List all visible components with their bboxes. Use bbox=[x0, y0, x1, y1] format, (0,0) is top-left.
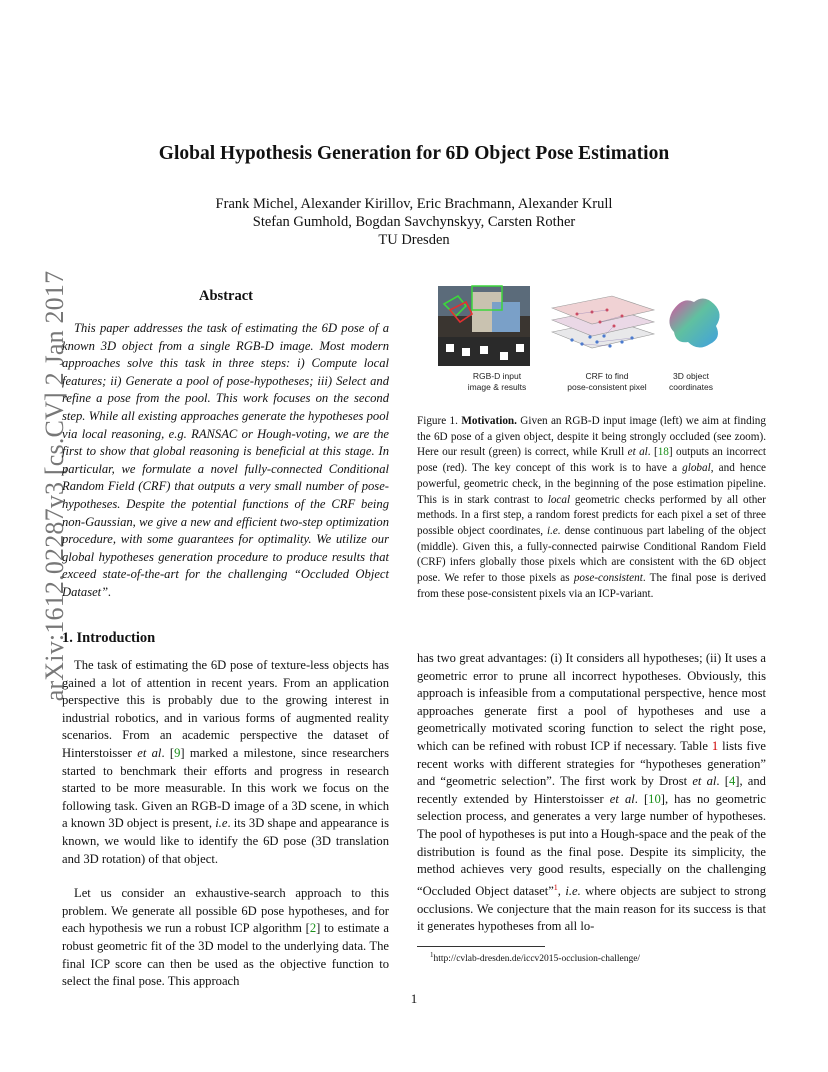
footnote-reference-link[interactable]: 1 bbox=[553, 882, 558, 892]
footnote-divider bbox=[417, 946, 545, 947]
object-coordinates-render bbox=[669, 298, 719, 347]
footnote: $^1$http://cvlab-dresden.de/iccv2015-occlusion-challenge/ bbox=[430, 951, 641, 965]
figure-label-input: RGB-D input image & results bbox=[467, 371, 527, 392]
affiliation: TU Dresden bbox=[378, 232, 450, 248]
introduction-right-column bbox=[417, 650, 766, 936]
intro-paragraph-3: has two great advantages: (i) It considers all hypotheses; (ii) It uses a geometric error to prune all incorrect hypotheses. Obviously, this approach is infeasible from a computational perspective, hence most approaches generate first a pool of hypotheses and use a geometrically motivated scoring function to select the right pose, which can be refined with robust ICP if necessary. Table 1 lists five recent works with different strategies for “hypotheses generation” and “geometric selection”. The first work by Drost et al. [4], and recently extended by Hinterstoisser et al. [10], has no geometric selection process, and generates a very large number of hypotheses. The pool of hypotheses is put into a Hough-space and the peak of the distribution is found as the final pose. Despite its simplicity, the method achieves very good results, especially on the challenging “Occluded Object dataset”$^1$, i.e. where objects are subject to strong occlusions. We conjecture that the main reason for its success is that it generates hypotheses from all lo- bbox=[417, 651, 766, 934]
table-reference-link[interactable]: 1 bbox=[711, 738, 719, 753]
footnote-url[interactable]: http://cvlab-dresden.de/iccv2015-occlusion-challenge/ bbox=[433, 954, 641, 965]
figure-1-caption: Figure 1. Motivation. Given an RGB-D input image (left) we aim at finding the 6D pose of a given object, despite it being strongly occluded (see zoom). Here our result (green) is correct, while Krull et al. [18] outputs an incorrect pose (red). The key concept of this work is to have a global, and hence powerful, geometric check, in the beginning of the pose estimation pipeline. This is in stark contrast to local geometric checks performed by all other methods. In a first step, a random forest predicts for each pixel a set of three possible object coordinates, i.e. dense continuous part labeling of the object (middle). Given this, a fully-connected pairwise Conditional Random Field (CRF) infers globally those pixels which are consistent with the 6D object pose. We refer to those pixels as pose-consistent. The final pose is derived from these pose-consistent pixels via an ICP-variant. bbox=[417, 415, 767, 600]
abstract-heading: Abstract bbox=[199, 288, 253, 304]
authors-line-1: Frank Michel, Alexander Kirillov, Eric Brachmann, Alexander Krull bbox=[215, 196, 613, 212]
citation-link[interactable]: 4 bbox=[728, 774, 736, 789]
figure-1-illustration bbox=[432, 282, 732, 372]
intro-paragraph-2: Let us consider an exhaustive-search approach to this problem. We generate all possible 6D pose hypotheses, and for each hypothesis we run a robust ICP algorithm [2] to estimate a robust geometric fit of the 3D model to the underlying data. The final ICP score can then be used as the objective function to select the final pose. This approach bbox=[62, 886, 389, 989]
intro-paragraph-1: The task of estimating the 6D pose of texture-less objects has gained a lot of attention in recent years. From an application perspective this is probably due to the growing interest in industrial robotics, and in various forms of augmented reality scenarios. From an academic perspective the dataset of Hinterstoisser et al. [9] marked a milestone, since researchers started to benchmark their efforts and progress in research started to be more measurable. In this work we focus on the following task. Given an RGB-D image of a 3D scene, in which a known 3D object is present, i.e. its 3D shape and appearance is known, we would like to identify the 6D pose (3D translation and 3D rotation) of that object. bbox=[62, 658, 389, 866]
figure-1 bbox=[432, 282, 732, 398]
citation-link[interactable]: 18 bbox=[657, 446, 669, 459]
figure-label-crf: CRF to find pose-consistent pixel bbox=[567, 371, 647, 392]
authors-line-2: Stefan Gumhold, Bogdan Savchynskyy, Carsten Rother bbox=[252, 214, 576, 230]
introduction-left-column bbox=[62, 657, 389, 991]
crf-layers bbox=[552, 296, 654, 348]
abstract-body: This paper addresses the task of estimating the 6D pose of a known 3D object from a single RGB-D image. Most modern approaches solve this task in three steps: i) Compute local features; ii) Generate a pool of pose-hypotheses; iii) Select and refine a pose from the pool. This work focuses on the second step. While all existing approaches generate the hypotheses pool via local reasoning, e.g. RANSAC or Hough-voting, we are the first to show that global reasoning is beneficial at this stage. In particular, we formulate a novel fully-connected Conditional Random Field (CRF) that outputs a very small number of pose-hypotheses. Despite the potential functions of the CRF being non-Gaussian, we give a new and efficient two-step optimization procedure, with some guarantees for optimality. We utilize our global hypotheses generation procedure to produce results that exceed state-of-the-art for the challenging “Occluded Object Dataset”. bbox=[62, 321, 389, 599]
figure-label-coordinates: 3D object coordinates bbox=[669, 371, 713, 392]
citation-link[interactable]: 2 bbox=[309, 921, 317, 936]
citation-link[interactable]: 9 bbox=[174, 745, 181, 760]
page-number: 1 bbox=[410, 991, 418, 1006]
paper-title: Global Hypothesis Generation for 6D Object Pose Estimation bbox=[158, 143, 670, 164]
arxiv-identifier: arXiv:1612.02287v3 [cs.CV] 2 Jan 2017 bbox=[40, 270, 69, 702]
introduction-heading: 1. Introduction bbox=[62, 630, 156, 646]
citation-link[interactable]: 10 bbox=[648, 791, 661, 806]
